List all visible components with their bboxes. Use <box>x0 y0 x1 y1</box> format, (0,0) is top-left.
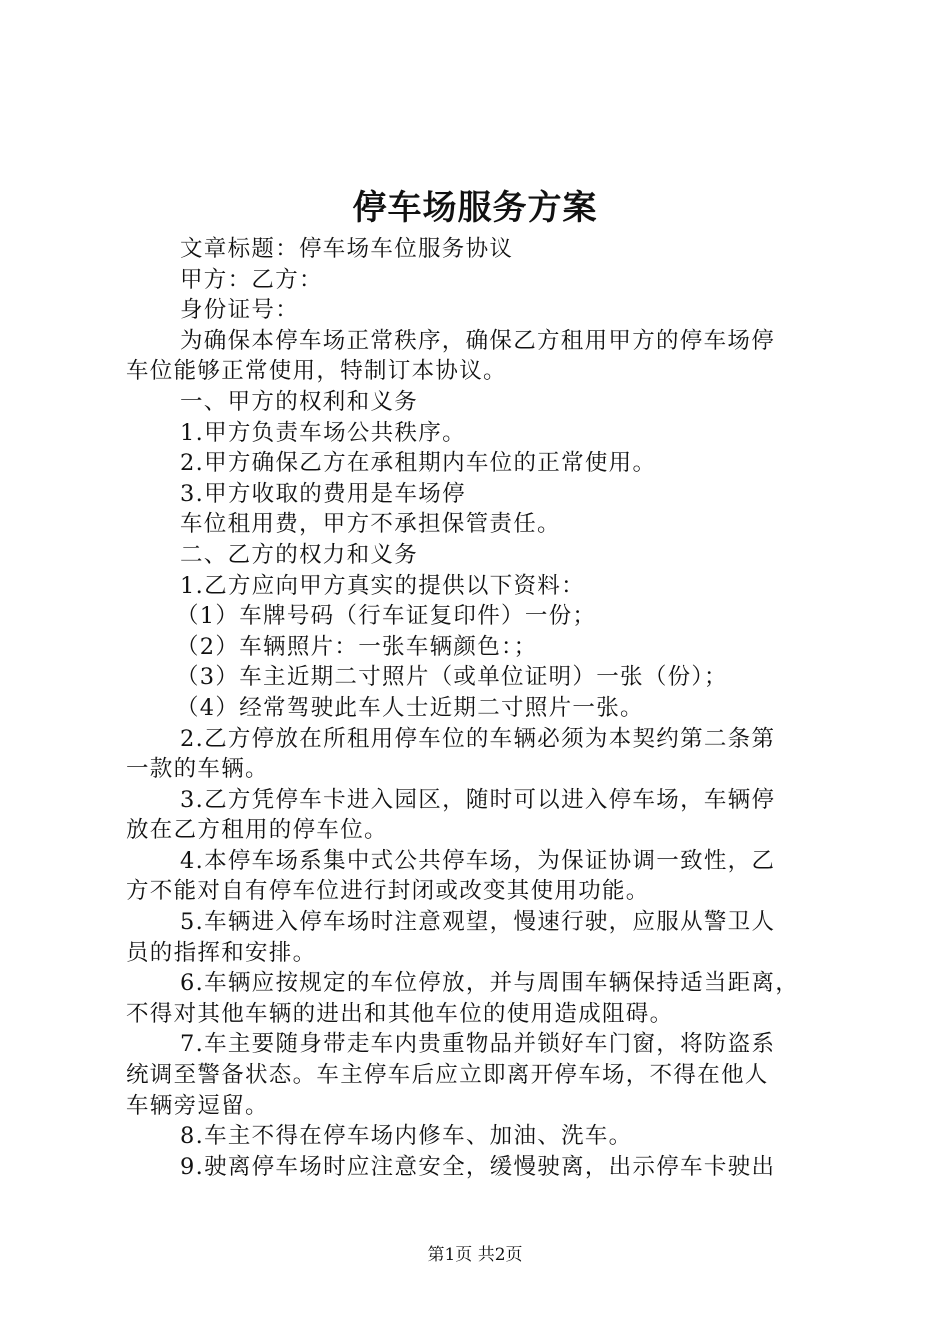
document-line: 2.甲方确保乙方在承租期内车位的正常使用。 <box>180 450 657 477</box>
document-line: 5.车辆进入停车场时注意观望，慢速行驶，应服从警卫人 <box>180 909 776 936</box>
document-line: 不得对其他车辆的进出和其他车位的使用造成阻碍。 <box>126 1000 674 1027</box>
document-line: 一、甲方的权利和义务 <box>180 388 419 415</box>
document-line: 文章标题：停车场车位服务协议 <box>180 236 514 262</box>
document-line: （4）经常驾驶此车人士近期二寸照片一张。 <box>176 694 644 721</box>
document-line: 车位能够正常使用，特制订本协议。 <box>126 358 507 385</box>
document-line: 方不能对自有停车位进行封闭或改变其使用功能。 <box>126 878 650 905</box>
document-line: 6.车辆应按规定的车位停放，并与周围车辆保持适当距离， <box>180 970 800 997</box>
document-line: 车辆旁逗留。 <box>126 1092 269 1119</box>
document-line: 4.本停车场系集中式公共停车场，为保证协调一致性，乙 <box>180 847 776 874</box>
document-line: 放在乙方租用的停车位。 <box>126 817 388 844</box>
document-line: 为确保本停车场正常秩序，确保乙方租用甲方的停车场停 <box>180 327 776 354</box>
document-line: 9.驶离停车场时应注意安全，缓慢驶离，出示停车卡驶出 <box>180 1153 776 1180</box>
document-line: 7.车主要随身带走车内贵重物品并锁好车门窗，将防盗系 <box>180 1031 776 1058</box>
document-line: 1.甲方负责车场公共秩序。 <box>180 419 466 446</box>
document-body <box>126 234 846 1182</box>
document-line: 身份证号： <box>180 297 300 324</box>
document-line: 3.甲方收取的费用是车场停 <box>180 480 466 507</box>
document-line: 统调至警备状态。车主停车后应立即离开停车场，不得在他人 <box>126 1062 769 1089</box>
document-line: 2.乙方停放在所租用停车位的车辆必须为本契约第二条第 <box>180 725 776 752</box>
document-line: 3.乙方凭停车卡进入园区，随时可以进入停车场，车辆停 <box>180 786 776 813</box>
document-line: 1.乙方应向甲方真实的提供以下资料： <box>180 572 585 599</box>
document-line: （1）车牌号码（行车证复印件）一份； <box>176 603 597 630</box>
document-line: 一款的车辆。 <box>126 756 269 783</box>
document-line: 员的指挥和安排。 <box>126 939 317 966</box>
document-line: （2）车辆照片：一张车辆颜色：； <box>176 633 538 660</box>
document-line: 二、乙方的权力和义务 <box>180 541 419 568</box>
document-line: 8.车主不得在停车场内修车、加油、洗车。 <box>180 1123 633 1150</box>
document-line: （3）车主近期二寸照片（或单位证明）一张（份）； <box>176 664 728 691</box>
document-line: 车位租用费，甲方不承担保管责任。 <box>180 511 561 538</box>
page-title: 停车场服务方案 <box>352 188 598 228</box>
page-number: 第1页 共2页 <box>427 1245 523 1265</box>
document-line: 甲方：乙方： <box>180 266 323 293</box>
